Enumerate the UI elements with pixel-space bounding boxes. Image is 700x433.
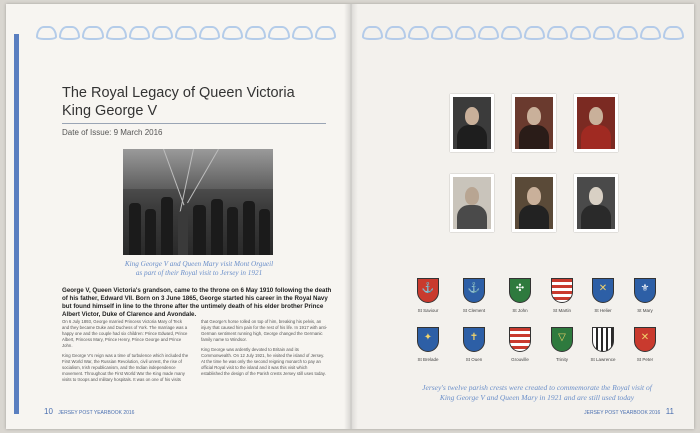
crest-label: St Clement — [462, 308, 486, 313]
date-of-issue: Date of Issue: 9 March 2016 — [62, 128, 163, 137]
blue-edge-stripe — [14, 34, 19, 414]
body-paragraph: King George V's reign was a time of turbulence which included the First World War, the Russian Revolution, civil unrest, the rise of socialism, Irish republicanism, and the Indian independence movement. Throughout the First World War the King made many visits to troops and military hospitals. It was on one of his visits — [62, 353, 189, 382]
crest-label: St Peter — [636, 357, 654, 362]
stamp — [512, 174, 556, 232]
parish-crest: ⚜ — [634, 278, 656, 303]
crest-label: St Martin — [552, 308, 571, 313]
crest-label: Grouville — [511, 357, 529, 362]
parish-crest: ⚓ — [463, 278, 485, 303]
stamp — [574, 94, 618, 152]
footer-text: JERSEY POST YEARBOOK 2016 — [584, 410, 661, 416]
parish-crest: ✣ — [509, 278, 531, 303]
page-number: 10 — [44, 407, 53, 416]
crests-caption: Jersey's twelve parish crests were created to commemorate the Royal visit of King George V and Queen Mary in 1921 and are still used today — [422, 383, 652, 402]
parish-crest: ✕ — [634, 327, 656, 352]
crest-label: St Helier — [594, 308, 612, 313]
title-divider — [62, 123, 326, 124]
parish-crest — [509, 327, 531, 352]
crest-label: Trinity — [555, 357, 569, 362]
stamp — [450, 94, 494, 152]
parish-crest: ⚓ — [417, 278, 439, 303]
body-paragraph: On 6 July 1893, George married Princess Victoria Mary of Teck and they became Duke and Duchess of York. The marriage was a happy one and the couple had six children: Prince Edward, Prince Albert, Princess Mary, Prince Henry, Prince George and Prince John. — [62, 319, 188, 348]
right-folio — [584, 407, 674, 416]
stamp — [512, 94, 556, 152]
parish-crest: ▽ — [551, 327, 573, 352]
crest-label: St Brelade — [417, 357, 439, 362]
stamp — [450, 174, 494, 232]
footer-text: JERSEY POST YEARBOOK 2016 — [58, 410, 135, 416]
title-line-1: The Royal Legacy of Queen Victoria — [62, 85, 295, 101]
body-column-1 — [62, 319, 190, 387]
left-folio — [44, 407, 134, 416]
parish-crest — [592, 327, 614, 352]
book-gutter — [344, 4, 358, 429]
crest-label: St John — [512, 308, 528, 313]
parish-crest — [551, 278, 573, 303]
stamp — [574, 174, 618, 232]
parish-crest: ✦ — [417, 327, 439, 352]
body-paragraph: that George's horse rolled on top of him, breaking his pelvis, an injury that caused him pain for the rest of his life. In 1917 with anti-German sentiment running high, George changed the Germanic family name to Windsor. — [201, 319, 328, 342]
crest-label: St Saviour — [417, 308, 439, 313]
decorative-pattern-band — [36, 26, 336, 44]
crest-label: St Lawrence — [590, 357, 616, 362]
crest-label: St Mary — [637, 308, 653, 313]
lead-paragraph: George V, Queen Victoria's grandson, came to the throne on 6 May 1910 following the death of his father, Edward VII. Born on 3 June 1865, George started his career in the Royal Navy but found himself in line to the throne after the untimely death of his elder brother Prince Albert Victor, Duke of Clarence and Avondale. — [62, 287, 332, 318]
right-page — [350, 4, 694, 429]
crest-label: St Ouen — [465, 357, 483, 362]
book-spread — [6, 4, 694, 429]
historic-photo — [123, 149, 273, 255]
parish-crest: ✕ — [592, 278, 614, 303]
parish-crest: ✝ — [463, 327, 485, 352]
page-number: 11 — [665, 407, 674, 416]
stamp-sheet — [450, 90, 626, 258]
title-line-2: King George V — [62, 103, 158, 119]
body-paragraph: King George was ardently devoted to Britain and its Commonwealth. On 12 July 1921, he visited the island of Jersey. At the time he was only the second reigning monarch to pay an official Royal visit to the island and it was this visit which established the design of the Parish crests Jersey still uses today. — [201, 347, 326, 376]
body-column-2 — [201, 319, 329, 381]
page-title — [62, 84, 295, 120]
left-page — [6, 4, 350, 429]
photo-caption: King George V and Queen Mary visit Mont Orgueil as part of their Royal visit to Jersey in 1921 — [124, 260, 274, 277]
decorative-pattern-band — [362, 26, 684, 44]
